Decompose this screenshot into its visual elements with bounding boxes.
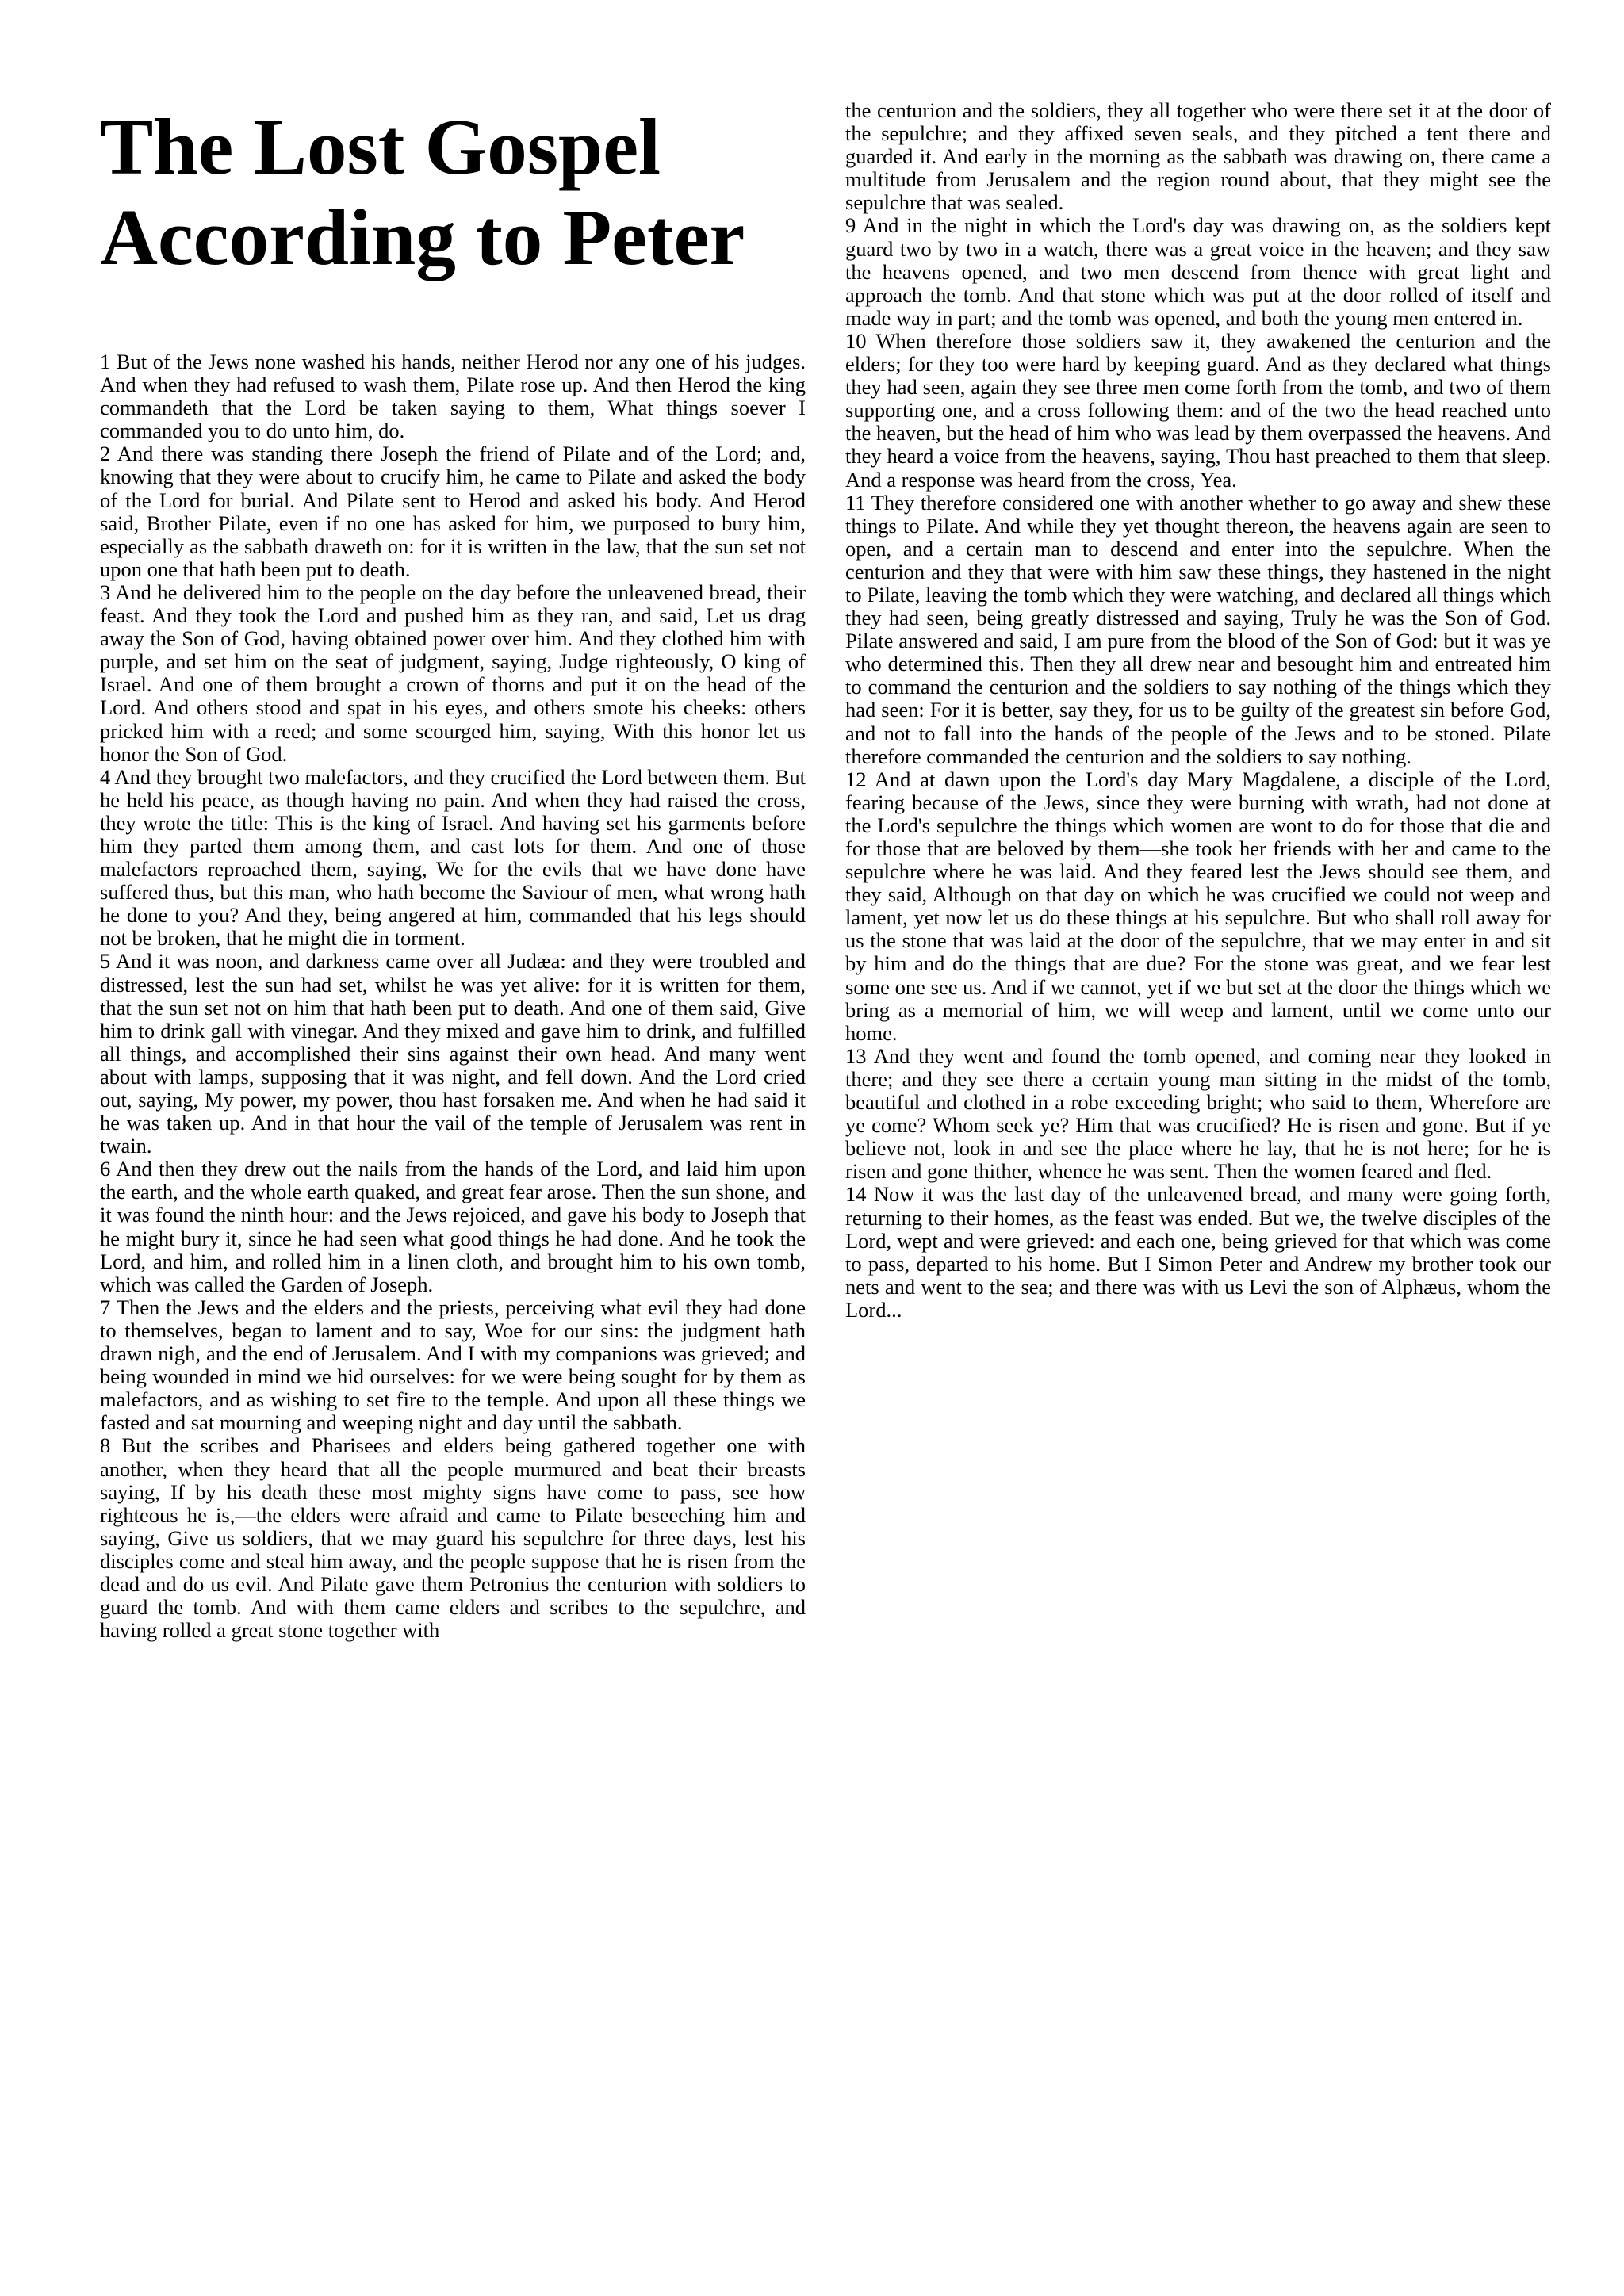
paragraph-6: 6 And then they drew out the nails from the hands of the Lord, and laid him upon the earth, and the whole earth quaked, and great fear arose. Then the sun shone, and it was found the ninth hour: and the Jews rejoiced, and gave his body to Joseph that he might bury it, since he had seen what good things he had done. And he took the Lord, and him, and rolled him in a linen cloth, and brought him to his own tomb, which was called the Garden of Joseph. — [100, 1157, 806, 1296]
paragraph-10: 10 When therefore those soldiers saw it, they awakened the centurion and the elders; for they too were hard by keeping guard. And as they declared what things they had seen, again they see three men come forth from the tomb, and two of them supporting one, and a cross following them: and of the two the head reached unto the heaven, but the head of him who was lead by them overpassed the heavens. And they heard a voice from the heavens, saying, Thou hast preached to them that sleep. And a response was heard from the cross, Yea. — [845, 328, 1551, 492]
left-column — [100, 101, 806, 1642]
paragraph-4: 4 And they brought two malefactors, and they crucified the Lord between them. But he held his peace, as though having no pain. And when they had raised the cross, they wrote the title: This is the king of Israel. And having set his garments before him they parted them among them, and cast lots for them. And one of those malefactors reproached them, saying, We for the evils that we have done have suffered thus, but this man, who hath become the Saviour of men, what wrong hath he done to you? And they, being angered at him, commanded that his legs should not be broken, that he might die in torment. — [100, 764, 806, 951]
paragraph-14: 14 Now it was the last day of the unleavened bread, and many were going forth, returning to their homes, as the feast was ended. But we, the twelve disciples of the Lord, wept and were grieved: and each one, being grieved for that which was come to pass, departed to his home. But I Simon Peter and Andrew my brother took our nets and went to the sea; and there was with us Levi the son of Alphæus, whom the Lord... — [845, 1182, 1551, 1322]
paragraph-2: 2 And there was standing there Joseph the friend of Pilate and of the Lord; and, knowing that they were about to crucify him, he came to Pilate and asked the body of the Lord for burial. And Pilate sent to Herod and asked his body. And Herod said, Brother Pilate, even if no one has asked for him, we purposed to bury him, especially as the sabbath draweth on: for it is written in the law, that the sun set not upon one that hath been put to death. — [100, 442, 806, 581]
right-column — [845, 99, 1551, 1322]
paragraph-1: 1 But of the Jews none washed his hands, neither Herod nor any one of his judges. And when they had refused to wash them, Pilate rose up. And then Herod the king commandeth that the Lord be taken saying to them, What things soever I commanded you to do unto him, do. — [100, 350, 806, 443]
paragraph-5: 5 And it was noon, and darkness came over all Judæa: and they were troubled and distressed, lest the sun had set, whilst he was yet alive: for it is written for them, that the sun set not on him that hath been put to death. And one of them said, Give him to drink gall with vinegar. And they mixed and gave him to drink, and fulfilled all things, and accomplished their sins against their own head. And many went about with lamps, supposing that it was night, and fell down. And the Lord cried out, saying, My power, my power, thou hast forsaken me. And when he had said it he was taken up. And in that hour the vail of the temple of Jerusalem was rent in twain. — [100, 949, 806, 1158]
paragraph-13: 13 And they went and found the tomb opened, and coming near they looked in there; and they see there a certain young man sitting in the midst of the tomb, beautiful and clothed in a robe exceeding bright; who said to them, Wherefore are ye come? Whom seek ye? Him that was crucified? He is risen and gone. But if ye believe not, look in and see the place where he lay, that he is not here; for he is risen and gone thither, whence he was sent. Then the women feared and fled. — [845, 1043, 1551, 1184]
paragraph-8: 8 But the scribes and Pharisees and elders being gathered together one with another, when they heard that all the people murmured and beat their breasts saying, If by his death these most mighty signs have come to pass, see how righteous he is,—the elders were afraid and came to Pilate beseeching him and saying, Give us soldiers, that we may guard his sepulchre for three days, lest his disciples come and steal him away, and the people suppose that he is risen from the dead and do us evil. And Pilate gave them Petronius the centurion with soldiers to guard the tomb. And with them came elders and scribes to the sepulchre, and having rolled a great stone together with — [100, 1433, 806, 1643]
paragraph-11: 11 They therefore considered one with another whether to go away and shew these things to Pilate. And while they yet thought thereon, the heavens again are seen to open, and a certain man to descend and enter into the sepulchre. When the centurion and they that were with him saw these things, they hastened in the night to Pilate, leaving the tomb which they were watching, and declared all things which they had seen, being greatly distressed and saying, Truly he was the Son of God. Pilate answered and said, I am pure from the blood of the Son of God: but it was ye who determined this. Then they all drew near and besought him and entreated him to command the centurion and the soldiers to say nothing of the things which they had seen: For it is better, say they, for us to be guilty of the greatest sin before God, and not to fall into the hands of the people of the Jews and to be stoned. Pilate therefore commanded the centurion and the soldiers to say nothing. — [845, 490, 1551, 768]
paragraph-9: 9 And in the night in which the Lord's day was drawing on, as the soldiers kept guard two by two in a watch, there was a great voice in the heaven; and they saw the heavens opened, and two men descend from thence with great light and approach the tomb. And that stone which was put at the door rolled of itself and made way in part; and the tomb was opened, and both the young men entered in. — [845, 213, 1551, 330]
paragraph-8-continued: the centurion and the soldiers, they all together who were there set it at the door of the sepulchre; and they affixed seven seals, and they pitched a tent there and guarded it. And early in the morning as the sabbath was drawing on, there came a multitude from Jerusalem and the region round about, that they might see the sepulchre that was sealed. — [845, 98, 1551, 215]
paragraph-12: 12 And at dawn upon the Lord's day Mary Magdalene, a disciple of the Lord, fearing because of the Jews, since they were burning with wrath, had not done at the Lord's sepulchre the things which women are wont to do for those that die and for those that are beloved by them—she took her friends with her and came to the sepulchre where he was laid. And they feared lest the Jews should see them, and they said, Although on that day on which he was crucified we could not weep and lament, yet now let us do these things at his sepulchre. But who shall roll away for us the stone that was laid at the door of the sepulchre, that we may enter in and sit by him and do the things that are due? For the stone was great, and we fear lest some one see us. And if we cannot, yet if we but set at the door the things which we bring as a memorial of him, we will weep and lament, until we come unto our home. — [845, 767, 1551, 1045]
paragraph-3: 3 And he delivered him to the people on the day before the unleavened bread, their feast. And they took the Lord and pushed him as they ran, and said, Let us drag away the Son of God, having obtained power over him. And they clothed him with purple, and set him on the seat of judgment, saying, Judge righteously, O king of Israel. And one of them brought a crown of thorns and put it on the head of the Lord. And others stood and spat in his eyes, and others smote his cheeks: others pricked him with a reed; and some scourged him, saying, With this honor let us honor the Son of God. — [100, 580, 806, 766]
paragraph-7: 7 Then the Jews and the elders and the priests, perceiving what evil they had done to themselves, began to lament and to say, Woe for our sins: the judgment hath drawn nigh, and the end of Jerusalem. And I with my companions was grieved; and being wounded in mind we hid ourselves: for we were being sought for by them as malefactors, and as wishing to set fire to the temple. And upon all these things we fasted and sat mourning and weeping night and day until the sabbath. — [100, 1295, 806, 1435]
document-title: The Lost Gospel According to Peter — [100, 102, 745, 281]
